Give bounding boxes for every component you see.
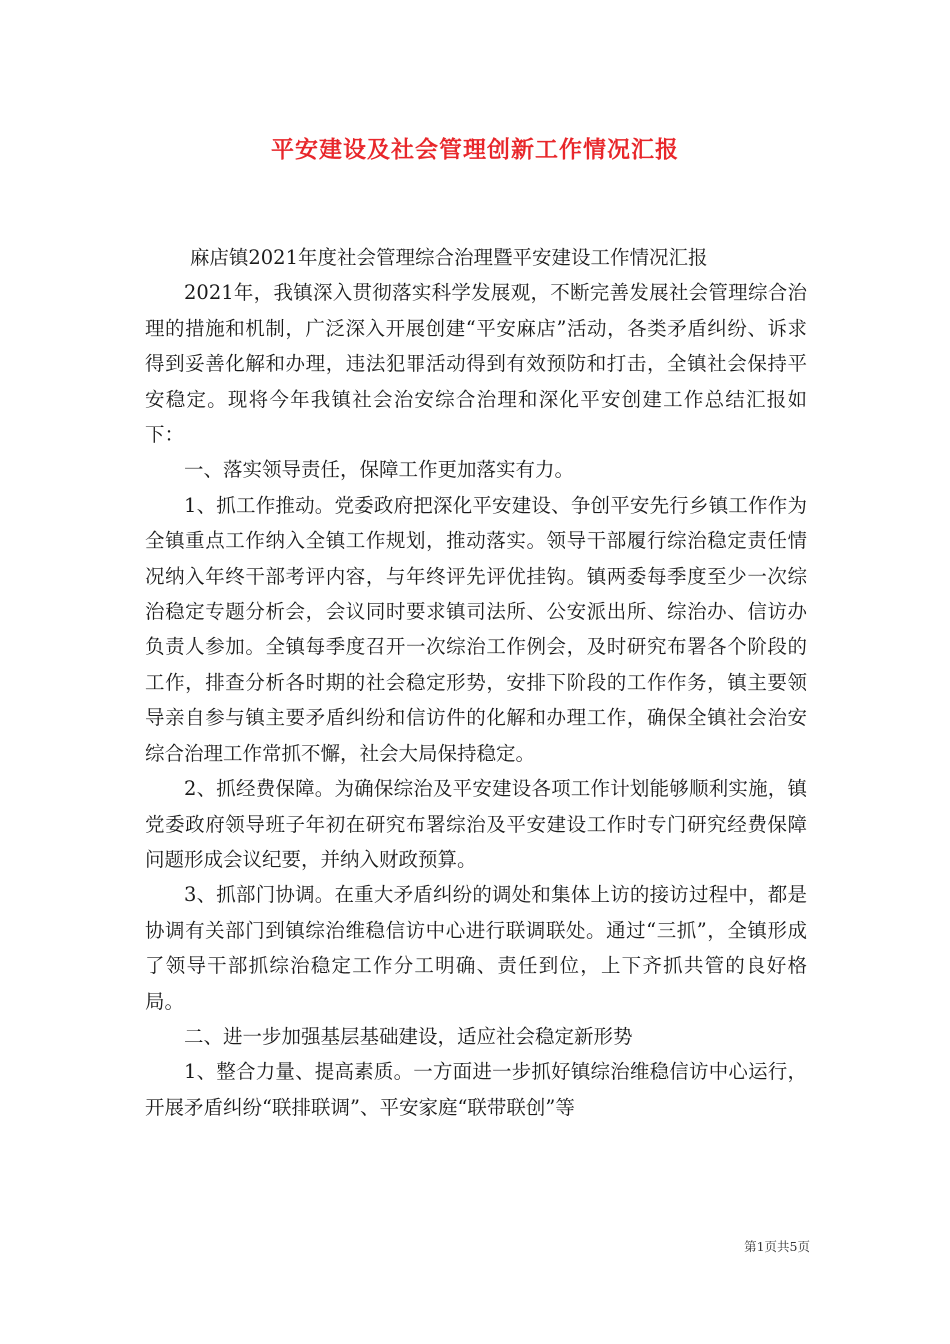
page-number: 第1页共5页 — [744, 1239, 810, 1254]
document-body — [145, 240, 807, 1125]
paragraph-1-2: 2、抓经费保障。为确保综治及平安建设各项工作计划能够顺利实施，镇党委政府领导班子年初在研究布署综治及平安建设工作时专门研究经费保障问题形成会议纪要，并纳入财政预算。 — [145, 777, 807, 871]
section-heading-2: 二、进一步加强基层基础建设，适应社会稳定新形势 — [184, 1024, 633, 1048]
document-subtitle: 麻店镇2021年度社会管理综合治理暨平安建设工作情况汇报 — [189, 246, 708, 269]
paragraph-2-1: 1、整合力量、提高素质。一方面进一步抓好镇综治维稳信访中心运行，开展矛盾纠纷“联排联调”、平安家庭“联带联创”等 — [145, 1060, 807, 1119]
paragraph-1-1: 1、抓工作推动。党委政府把深化平安建设、争创平安先行乡镇工作作为全镇重点工作纳入全镇工作规划，推动落实。领导干部履行综治稳定责任情况纳入年终干部考评内容，与年终评先评优挂钩。镇两委每季度至少一次综治稳定专题分析会，会议同时要求镇司法所、公安派出所、综治办、信访办负责人参加。全镇每季度召开一次综治工作例会，及时研究布署各个阶段的工作，排查分析各时期的社会稳定形势，安排下阶段的工作作务，镇主要领导亲自参与镇主要矛盾纠纷和信访件的化解和办理工作，确保全镇社会治安综合治理工作常抓不懈，社会大局保持稳定。 — [145, 493, 807, 765]
paragraph-intro: 2021年，我镇深入贯彻落实科学发展观，不断完善发展社会管理综合治理的措施和机制，广泛深入开展创建“平安麻店”活动，各类矛盾纠纷、诉求得到妥善化解和办理，违法犯罪活动得到有效预防和打击，全镇社会保持平安稳定。现将今年我镇社会治安综合治理和深化平安创建工作总结汇报如下： — [145, 281, 807, 447]
paragraph-1-3: 3、抓部门协调。在重大矛盾纠纷的调处和集体上访的接访过程中，都是协调有关部门到镇综治维稳信访中心进行联调联处。通过“三抓”，全镇形成了领导干部抓综治稳定工作分工明确、责任到位，上下齐抓共管的良好格局。 — [145, 883, 807, 1013]
document-title: 平安建设及社会管理创新工作情况汇报 — [271, 136, 679, 163]
section-heading-1: 一、落实领导责任，保障工作更加落实有力。 — [184, 458, 575, 482]
